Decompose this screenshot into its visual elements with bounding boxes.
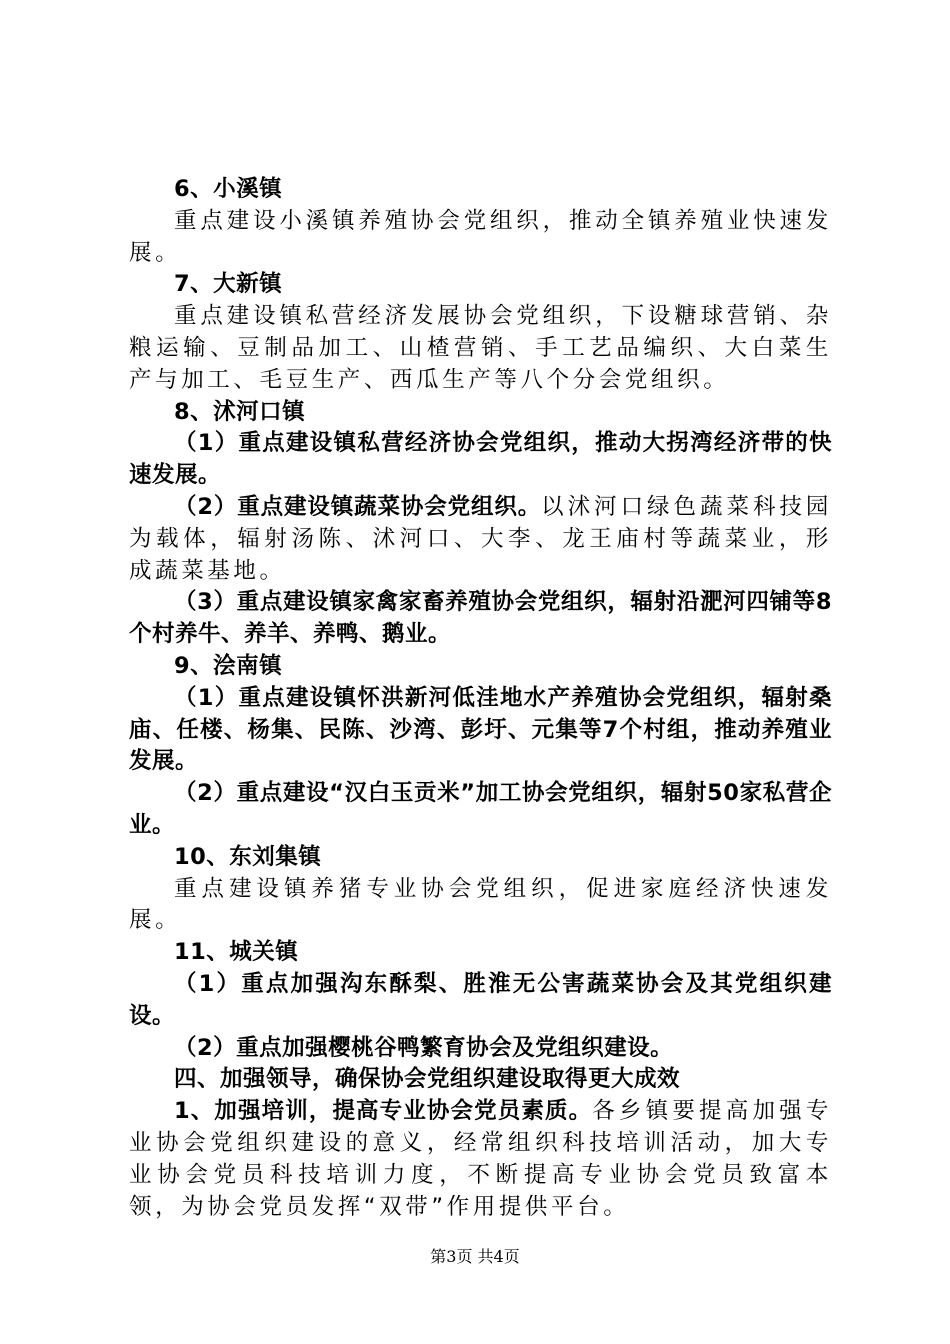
heading-daxin-town: 7、大新镇 bbox=[174, 271, 283, 298]
paragraph-shuhekou-item-2 bbox=[129, 492, 832, 587]
paragraph-body-normal: 以沭河口绿色蔬菜科技园为载体，辐射汤陈、沭河口、大李、龙王庙村等蔬菜业，形成蔬菜基地。 bbox=[129, 493, 833, 584]
paragraph-daxin-text: 重点建设镇私营经济发展协会党组织，下设糖球营销、杂粮运输、豆制品加工、山楂营销、手工艺品编织、大白菜生产与加工、毛豆生产、西瓜生产等八个分会党组织。 bbox=[129, 303, 832, 393]
paragraph-shuhekou-item-1: （1）重点建设镇私营经济协会党组织，推动大拐湾经济带的快速发展。 bbox=[129, 430, 832, 489]
heading-dongliuji-town: 10、东刘集镇 bbox=[174, 843, 322, 870]
section-heading-four: 四、加强领导，确保协会党组织建设取得更大成效 bbox=[174, 1066, 681, 1093]
heading-chengguan-town: 11、城关镇 bbox=[174, 939, 299, 966]
paragraph-xiaoxi-text: 重点建设小溪镇养殖协会党组织，推动全镇养殖业快速发展。 bbox=[129, 207, 832, 266]
paragraph-chengguan-item-2: （2）重点加强樱桃谷鸭繁育协会及党组织建设。 bbox=[174, 1034, 674, 1061]
paragraph-huinan-item-1: （1）重点建设镇怀洪新河低洼地水产养殖协会党组织，辐射桑庙、任楼、杨集、民陈、沙湾、彭圩、元集等7个村组，推动养殖业发展。 bbox=[129, 684, 832, 775]
paragraph-lead-bold: （2）重点建设镇蔬菜协会党组织。 bbox=[174, 493, 542, 520]
paragraph-training bbox=[129, 1096, 832, 1223]
heading-huinan-town: 9、浍南镇 bbox=[174, 652, 283, 679]
paragraph-lead-bold: 1、加强培训，提高专业协会党员素质。 bbox=[174, 1098, 593, 1125]
paragraph-body-normal: 各乡镇要提高加强专业协会党组织建设的意义，经常组织科技培训活动，加大专业协会党员科技培训力度，不断提高专业协会党员致富本领，为协会党员发挥“双带”作用提供平台。 bbox=[129, 1098, 832, 1220]
paragraph-shuhekou-item-3: （3）重点建设镇家禽家畜养殖协会党组织，辐射沿淝河四铺等8个村养牛、养羊、养鸭、鹅业。 bbox=[129, 589, 832, 648]
heading-shuhekou-town: 8、沭河口镇 bbox=[174, 398, 306, 425]
paragraph-dongliuji-text: 重点建设镇养猪专业协会党组织，促进家庭经济快速发展。 bbox=[129, 875, 832, 934]
heading-xiaoxi-town: 6、小溪镇 bbox=[174, 176, 283, 202]
document-body bbox=[129, 174, 832, 1223]
paragraph-chengguan-item-1: （1）重点加强沟东酥梨、胜淮无公害蔬菜协会及其党组织建设。 bbox=[129, 970, 832, 1029]
paragraph-huinan-item-2: （2）重点建设“汉白玉贡米”加工协会党组织，辐射50家私营企业。 bbox=[129, 780, 832, 838]
page-number-footer: 第3页 共4页 bbox=[430, 1247, 520, 1266]
